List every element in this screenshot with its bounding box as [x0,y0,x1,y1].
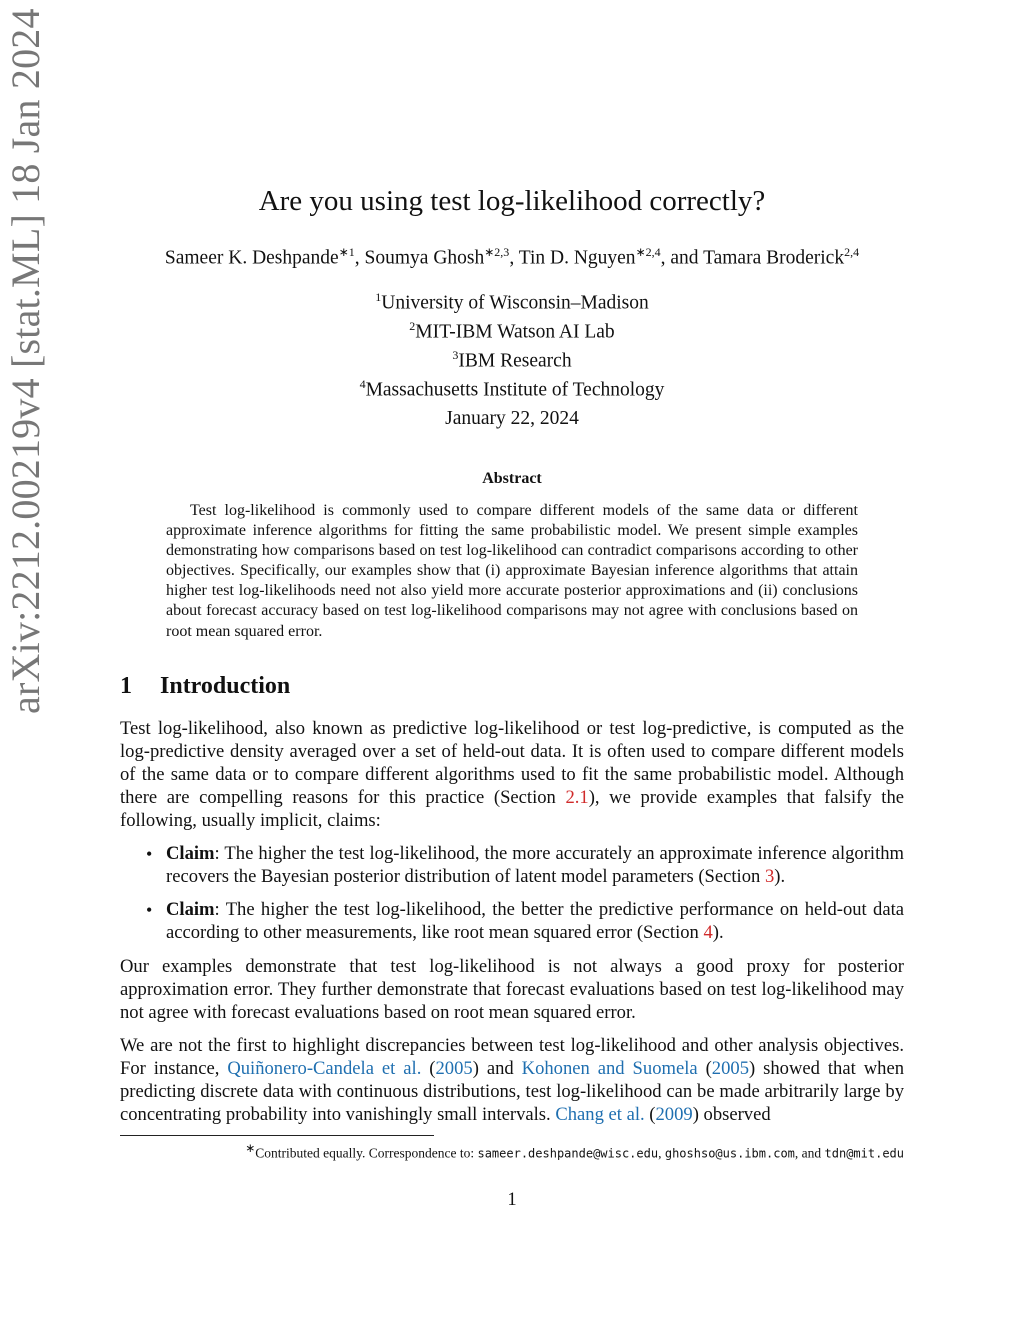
paragraph-text: ( [697,1057,712,1079]
claim-text: : The higher the test log-likelihood, the better the predictive performance on held-out data according to other measurements, like root mean squared error (Section [166,899,904,943]
author-separator: , and [660,247,704,269]
bullet-icon: • [146,844,153,864]
section-ref-link[interactable]: 2.1 [565,786,589,808]
author-separator: , [509,247,519,269]
abstract-text: Test log-likelihood is commonly used to compare different models of the same data or different approximate inference algorithms for fitting the same probabilistic model. We present simple examples demonstrating how comparisons based on test log-likelihood can contradict comparisons according to other objectives. Specifically, our examples show that (i) approximate Bayesian inference algorithms that attain higher test log-likelihoods need not also yield more accurate posterior approximations and (ii) conclusions about forecast accuracy based on test log-likelihood comparisons may not agree with conclusions based on root mean squared error. [166,502,858,640]
author-sup: 2,4 [844,245,860,259]
author-sup: ∗1 [338,245,355,259]
claim-bullet-1 [146,843,904,889]
paragraph-text: ( [421,1057,436,1079]
paragraph-text: ) observed [692,1103,771,1125]
bullet-icon: • [146,900,153,920]
paper-title: Are you using test log-likelihood correctly? [258,185,766,217]
affiliation-name: MIT-IBM Watson AI Lab [415,321,615,343]
author-sup: ∗2,3 [484,245,510,259]
author-separator: , [354,247,365,269]
affiliation [0,373,1024,402]
claim-text: : The higher the test log-likelihood, the more accurately an approximate inference algorithm recovers the Bayesian posterior distribution of latent model parameters (Section [166,843,904,887]
affiliation [0,315,1024,344]
footnote-mark: ∗ [245,1141,256,1155]
author-name: Tin D. Nguyen [518,247,636,269]
affiliation-sup: 4 [359,377,366,391]
author-name: Sameer K. Deshpande [164,247,339,269]
email-link[interactable]: ghoshso@us.ibm.com [664,1146,795,1161]
claim-text-end: ). [712,921,724,943]
citation-year-link[interactable]: 2005 [435,1057,473,1079]
paper-date: January 22, 2024 [445,408,579,429]
paragraph-text: ), we provide examples that falsify the following, usually implicit, claims: [120,786,904,831]
affiliation [0,344,1024,373]
claim-label: Claim [166,899,215,920]
paragraph-text: ) showed that when predicting discrete data with continuous distributions, test log-likelihood can be made arbitrarily large by concentrating probability into vanishingly small intervals. [120,1057,905,1125]
affiliation-sup: 1 [375,290,382,304]
intro-paragraph-2: Our examples demonstrate that test log-likelihood is not always a good proxy for posterior approximation error. They further demonstrate that forecast evaluations based on test log-likelihood may not agree with forecast evaluations based on root mean squared error. [120,956,904,1023]
affiliation-sup: 3 [452,348,459,362]
author-list [0,245,1024,270]
section-number: 1 [120,673,132,699]
affiliation-list [0,286,1024,402]
claim-text-end: ). [774,865,786,887]
footnote-text: Contributed equally. Correspondence to: [255,1145,478,1161]
affiliation-name: IBM Research [458,350,572,372]
citation-year-link[interactable]: 2005 [711,1057,749,1079]
claim-label: Claim [166,843,215,864]
email-link[interactable]: tdn@mit.edu [824,1146,904,1161]
citation-link[interactable]: Quiñonero-Candela et al. [227,1057,422,1079]
paragraph-text: Test log-likelihood, also known as predictive log-likelihood or test log-predictive, is computed as the log-predictive density averaged over a set of held-out data. It is often used to compare different models of the same data or to compare different algorithms used to fit the same probabilistic model. Although there are compelling reasons for this practice (Section [120,718,904,808]
section-ref-link[interactable]: 4 [703,921,713,943]
paragraph-text: ) and [472,1057,522,1079]
intro-paragraph-3 [120,1035,904,1127]
section-ref-link[interactable]: 3 [764,865,775,887]
abstract-heading: Abstract [482,470,542,487]
paragraph-text: We are not the first to highlight discrepancies between test log-likelihood and other analysis objectives. For instance, [120,1035,904,1079]
claim-bullet-2 [146,899,904,945]
footnote-separator: , [658,1145,665,1161]
citation-year-link[interactable]: 2009 [655,1103,693,1125]
affiliation-name: Massachusetts Institute of Technology [365,379,665,401]
section-title: Introduction [160,673,291,699]
page-number: 1 [507,1189,517,1210]
intro-paragraph-1 [120,718,904,833]
affiliation-sup: 2 [409,319,416,333]
footnote-divider [120,1135,434,1136]
section-heading [120,673,290,700]
footnote [120,1141,904,1162]
footnote-separator: , and [794,1145,825,1161]
citation-link[interactable]: Chang et al. [555,1103,645,1125]
arxiv-stamp-text: arXiv:2212.00219v4 [stat.ML] 18 Jan 2024 [3,8,48,714]
affiliation-name: University of Wisconsin–Madison [381,292,649,314]
affiliation [0,286,1024,315]
author-sup: ∗2,4 [635,245,661,259]
author-name: Soumya Ghosh [364,247,485,269]
citation-link[interactable]: Kohonen and Suomela [521,1057,698,1079]
email-link[interactable]: sameer.deshpande@wisc.edu [477,1146,659,1161]
author-name: Tamara Broderick [703,247,845,269]
paragraph-text: ( [644,1103,656,1125]
